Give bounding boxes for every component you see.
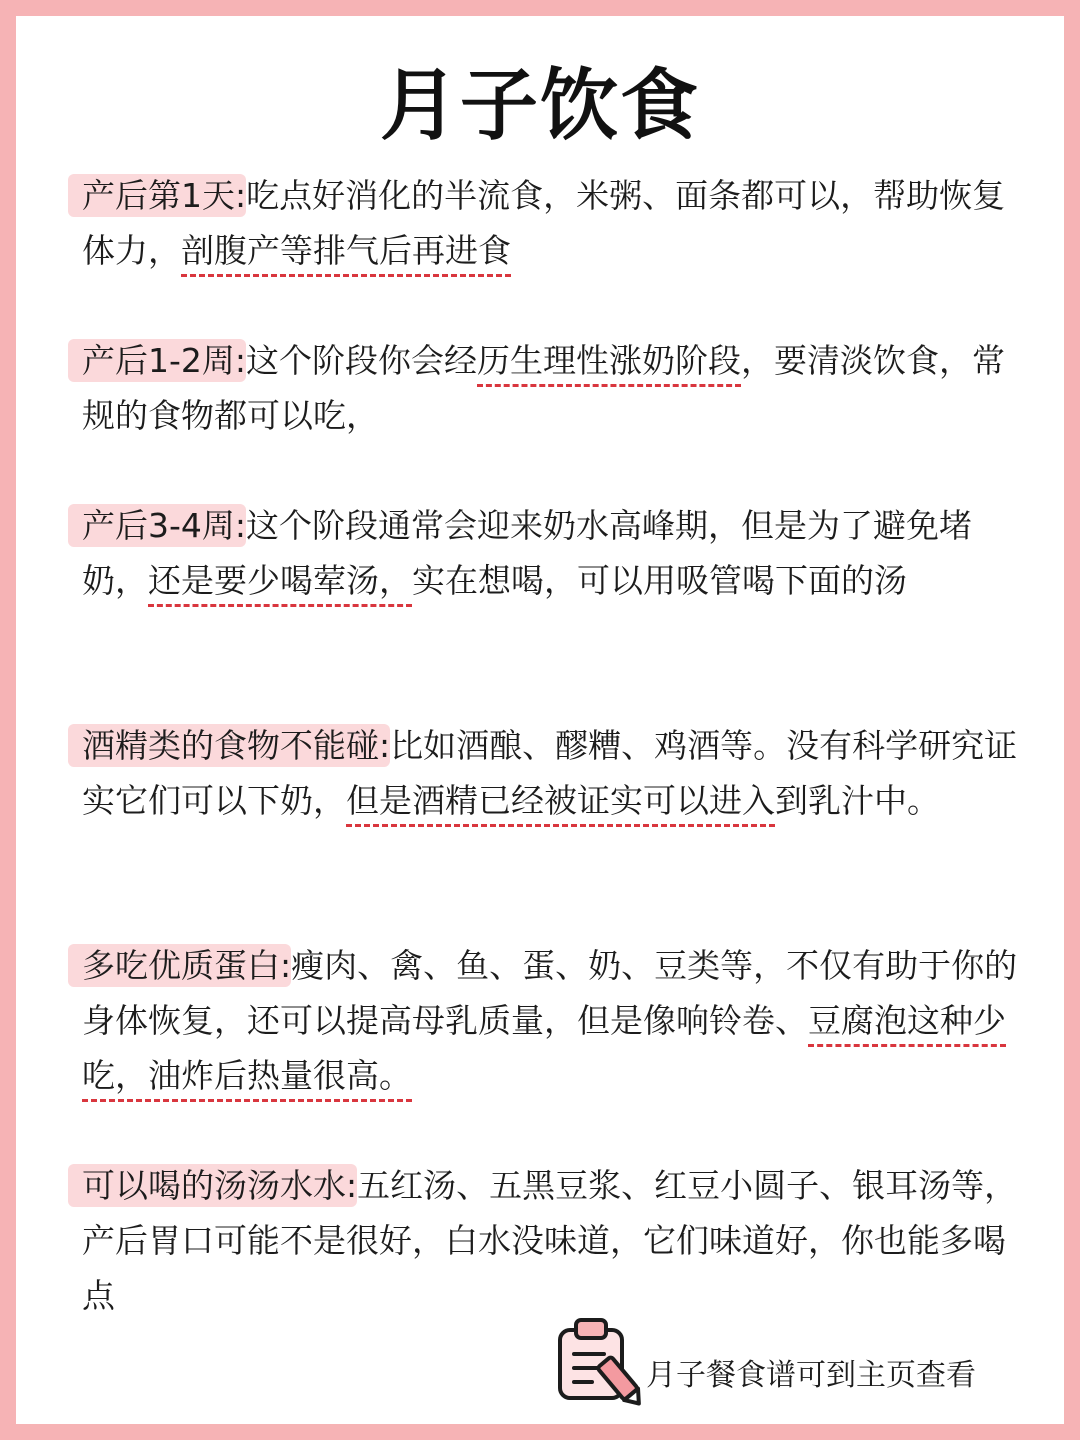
section-label: 产后3-4周: — [68, 504, 246, 547]
footer-text: 月子餐食谱可到主页查看 — [646, 1358, 976, 1393]
section-underlined-text: 但是酒精已经被证实可以进入 — [346, 781, 775, 820]
section-label: 可以喝的汤汤水水: — [68, 1164, 357, 1207]
section-label: 酒精类的食物不能碰: — [68, 724, 390, 767]
section-week3-4 — [82, 498, 1022, 608]
section-underlined-text: 还是要少喝荤汤， — [148, 561, 412, 600]
section-tail: ，要清淡饮食，常规的食物都可以吃， — [82, 341, 1006, 435]
clipboard-pencil-icon — [552, 1312, 648, 1408]
section-label: 产后第1天: — [68, 174, 246, 217]
section-underlined-text: 剖腹产等排气后再进食 — [181, 231, 511, 270]
section-tail: 到乳汁中。 — [775, 781, 940, 820]
section-text: 瘦肉、禽、鱼、蛋、奶、豆类等，不仅有助于你的身体恢复，还可以提高母乳质量，但是像响铃卷、 — [82, 946, 1018, 1040]
footer-note — [552, 1312, 1032, 1408]
section-label: 产后1-2周: — [68, 339, 246, 382]
section-week1-2 — [82, 333, 1022, 443]
section-text: 这个阶段通常会迎来奶水高峰期，但是为了避免堵奶， — [82, 506, 973, 600]
content-card — [16, 16, 1064, 1424]
section-text: 五红汤、五黑豆浆、红豆小圆子、银耳汤等，产后胃口可能不是很好，白水没味道，它们味道好，你也能多喝点 — [82, 1166, 1018, 1315]
section-label: 多吃优质蛋白: — [68, 944, 291, 987]
section-alcohol — [82, 718, 1022, 828]
section-underlined-text: 豆腐泡这种少吃，油炸后热量很高。 — [82, 1001, 1006, 1095]
page-title: 月子饮食 — [379, 61, 700, 151]
section-text: 吃点好消化的半流食，米粥、面条都可以，帮助恢复体力， — [82, 176, 1006, 270]
section-text: 比如酒酿、醪糟、鸡酒等。没有科学研究证实它们可以下奶， — [82, 726, 1018, 820]
section-soups — [82, 1158, 1022, 1323]
section-tail: 实在想喝，可以用吸管喝下面的汤 — [412, 561, 907, 600]
section-underlined-text: 历生理性涨奶阶段 — [477, 341, 742, 380]
section-protein — [82, 938, 1022, 1103]
section-text: 这个阶段你会经 — [246, 341, 478, 380]
section-day1 — [82, 168, 1022, 278]
